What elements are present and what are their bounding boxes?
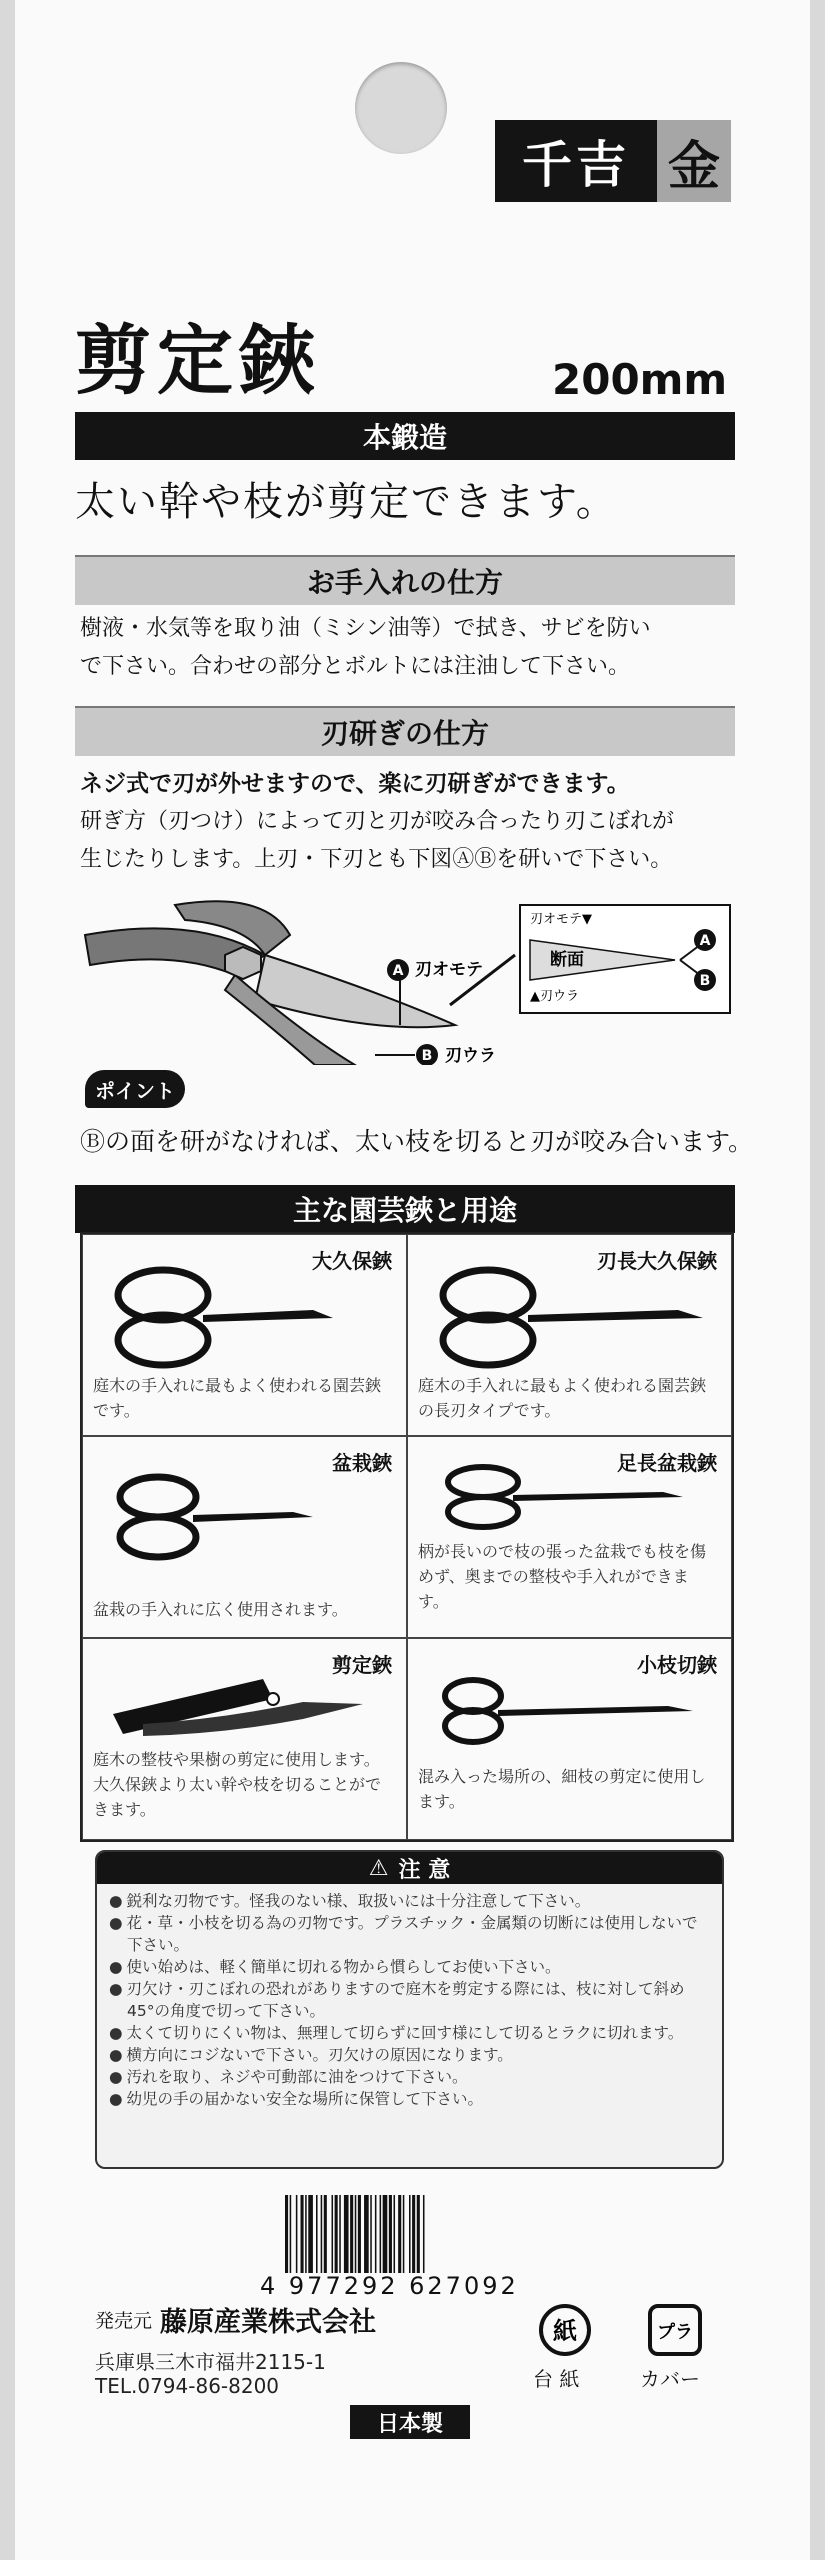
plastic-mark-text: プラ [657, 2322, 693, 2343]
types-heading: 主な園芸鋏と用途 [75, 1185, 735, 1233]
scissors-types-grid [80, 1232, 734, 1842]
caution-item: ● 鋭利な刃物です。怪我のない様、取扱いには十分注意して下さい。 [109, 1890, 710, 1912]
caution-title: 注 意 [398, 1857, 451, 1883]
barcode-number: 4 977292 627092 [260, 2272, 519, 2300]
inset-marker-b: B [699, 973, 711, 989]
care-text [80, 610, 740, 686]
barcode-bar [324, 2195, 327, 2273]
barcode-bar [375, 2195, 377, 2273]
plastic-label: カバー [640, 2367, 700, 2391]
inset-marker-a: A [699, 933, 711, 949]
barcode-bar [335, 2195, 338, 2273]
barcode-bar [344, 2195, 349, 2273]
plastic-recycle-icon [640, 2300, 710, 2360]
point-badge: ポイント [85, 1070, 185, 1108]
barcode-bar [308, 2195, 313, 2273]
barcode-bar [417, 2195, 420, 2273]
barcode-bar [301, 2195, 304, 2273]
barcode-bar [350, 2195, 353, 2273]
type-cell [407, 1234, 732, 1436]
twig-scissors-icon [433, 1674, 713, 1754]
sharpen-text [80, 765, 740, 879]
inset-mid-label: 断面 [550, 950, 584, 970]
marker-b: B [421, 1048, 433, 1064]
warning-icon: ⚠ [368, 1855, 389, 1881]
product-title: 剪定鋏 [75, 316, 321, 405]
vendor-tel: TEL.0794-86-8200 [95, 2374, 280, 2398]
paper-recycle-icon [530, 2300, 600, 2360]
caution-item: ● 太くて切りにくい物は、無理して切らずに回す様にして切るとラクに切れます。 [109, 2022, 710, 2044]
type-desc: 混み入った場所の、細枝の剪定に使用します。 [418, 1767, 706, 1811]
type-cell [82, 1638, 407, 1840]
inset-bottom-label: ▲刃ウラ [530, 989, 579, 1004]
type-name: 盆栽鋏 [332, 1451, 392, 1475]
point-text: Ⓑの面を研がなければ、太い枝を切ると刃が咬み合います。 [80, 1127, 754, 1156]
caution-item: ● 汚れを取り、ネジや可動部に油をつけて下さい。 [109, 2066, 710, 2088]
long-blade-scissors-icon [428, 1260, 718, 1370]
type-name: 小枝切鋏 [637, 1653, 717, 1677]
caution-list [97, 1884, 722, 2110]
okubo-scissors-icon [103, 1260, 363, 1370]
sharpen-bold-line: ネジ式で刃が外せますので、楽に刃研ぎができます。 [80, 771, 630, 797]
type-desc: 庭木の整枝や果樹の剪定に使用します。大久保鋏より太い幹や枝を切ることができます。 [93, 1750, 382, 1819]
label-b: 刃ウラ [445, 1046, 496, 1065]
brand-logo [495, 120, 731, 202]
type-name: 大久保鋏 [312, 1249, 392, 1273]
paper-label: 台 紙 [533, 2367, 580, 2391]
brand-name: 千吉 [495, 120, 657, 202]
bonsai-scissors-icon [103, 1467, 363, 1577]
type-cell [407, 1436, 732, 1638]
sharpen-line: 生じたりします。上刃・下刃とも下図ⒶⒷを研いで下さい。 [80, 847, 673, 872]
product-size: 200mm [552, 355, 728, 404]
barcode-bar [412, 2195, 415, 2273]
type-name: 剪定鋏 [332, 1653, 392, 1677]
barcode-bar [423, 2195, 425, 2273]
barcode-bar [305, 2195, 307, 2273]
barcode [285, 2195, 547, 2273]
catch-copy: 太い幹や枝が剪定できます。 [75, 479, 618, 525]
marker-a: A [392, 963, 404, 979]
type-desc: 庭木の手入れに最もよく使われる園芸鋏です。 [93, 1376, 382, 1420]
barcode-bar [321, 2195, 323, 2273]
caution-item: ● 幼児の手の届かない安全な場所に保管して下さい。 [109, 2088, 710, 2110]
forged-bar: 本鍛造 [75, 412, 735, 460]
barcode-bar [316, 2195, 318, 2273]
caution-box [95, 1850, 724, 2169]
caution-item: ● 花・草・小枝を切る為の刃物です。プラスチック・金属類の切断には使用しないで下さい。 [109, 1912, 710, 1956]
caution-header [97, 1852, 722, 1884]
sharpening-diagram [75, 895, 745, 1065]
type-cell [407, 1638, 732, 1840]
inset-top-label: 刃オモテ▼ [530, 912, 592, 927]
care-line: で下さい。合わせの部分とボルトには注油して下さい。 [80, 654, 631, 679]
type-name: 足長盆栽鋏 [617, 1451, 717, 1475]
brand-mark: 金 [657, 120, 731, 202]
barcode-bar [398, 2195, 401, 2273]
barcode-bar [403, 2195, 405, 2273]
sharpen-heading: 刃研ぎの仕方 [75, 706, 735, 756]
barcode-bar [355, 2195, 357, 2273]
label-a: 刃オモテ [415, 960, 483, 980]
type-desc: 盆栽の手入れに広く使用されます。 [93, 1600, 348, 1619]
hang-hole [355, 62, 447, 154]
barcode-bar [339, 2195, 341, 2273]
long-handle-bonsai-scissors-icon [433, 1457, 703, 1537]
type-desc: 柄が長いので枝の張った盆栽でも枝を傷めず、奥までの整枝や手入れができます。 [418, 1542, 707, 1611]
paper-mark-text: 紙 [553, 2317, 577, 2345]
barcode-bar [285, 2195, 288, 2273]
barcode-bar [383, 2195, 388, 2273]
caution-item: ● 刃欠け・刃こぼれの恐れがありますので庭木を剪定する際には、枝に対して斜め45°の角度で切って下さい。 [109, 1978, 710, 2022]
care-line: 樹液・水気等を取り油（ミシン油等）で拭き、サビを防い [80, 616, 651, 641]
type-name: 刃長大久保鋏 [597, 1249, 717, 1273]
vendor-name: 藤原産業株式会社 [160, 2307, 376, 2338]
barcode-bar [370, 2195, 372, 2273]
barcode-bar [358, 2195, 361, 2273]
type-cell [82, 1234, 407, 1436]
sharpen-line: 研ぎ方（刃つけ）によって刃と刃が咬み合ったり刃こぼれが [80, 809, 675, 834]
barcode-bar [389, 2195, 392, 2273]
caution-item: ● 使い始めは、軽く簡単に切れる物から慣らしてお使い下さい。 [109, 1956, 710, 1978]
care-heading: お手入れの仕方 [75, 555, 735, 605]
type-cell [82, 1436, 407, 1638]
vendor-label: 発売元 [95, 2310, 153, 2332]
caution-item: ● 横方向にコジないで下さい。刃欠けの原因になります。 [109, 2044, 710, 2066]
type-desc: 庭木の手入れに最もよく使われる園芸鋏の長刃タイプです。 [418, 1376, 707, 1420]
barcode-bar [394, 2195, 396, 2273]
barcode-bar [290, 2195, 292, 2273]
pruning-shears-icon [103, 1664, 383, 1744]
barcode-bar [364, 2195, 369, 2273]
barcode-bar [380, 2195, 382, 2273]
barcode-bar [332, 2195, 334, 2273]
vendor-address: 兵庫県三木市福井2115-1 [95, 2350, 326, 2374]
made-in-japan-badge: 日本製 [350, 2405, 470, 2439]
barcode-bar [296, 2195, 298, 2273]
barcode-bar [409, 2195, 411, 2273]
